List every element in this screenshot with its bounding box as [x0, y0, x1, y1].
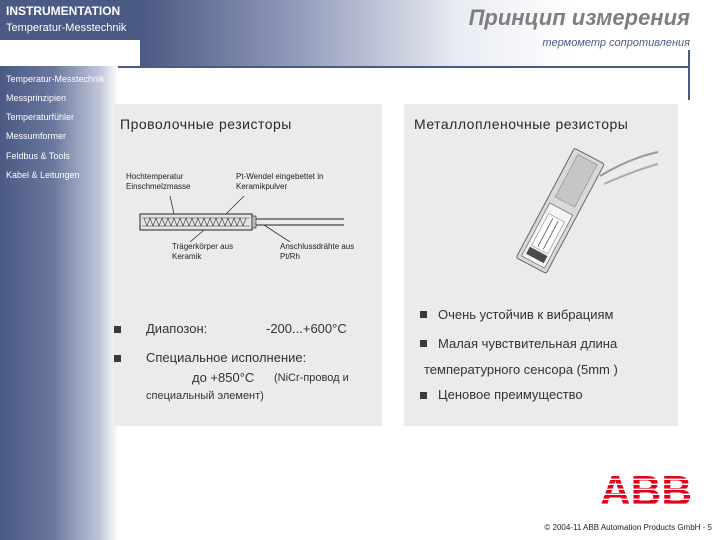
sidebar-item-temperatur-messtechnik[interactable]: Temperatur-Messtechnik — [6, 74, 105, 84]
vibration-resistance: Очень устойчив к вибрациям — [438, 307, 614, 322]
diagram-label-lead-wires: Anschlussdrähte aus Pt/Rh — [280, 242, 355, 261]
sidebar — [0, 66, 118, 540]
sidebar-item-kabel-leitungen[interactable]: Kabel & Leitungen — [6, 170, 80, 180]
wire-resistor-panel — [114, 104, 382, 426]
sidebar-item-messprinzipien[interactable]: Messprinzipien — [6, 93, 67, 103]
sidebar-item-feldbus-tools[interactable]: Feldbus & Tools — [6, 151, 70, 161]
wire-resistor-title: Проволочные резисторы — [120, 116, 292, 132]
diagram-label-sealing-compound: Hochtemperatur Einschmelzmasse — [126, 172, 191, 191]
wire-resistor-diagram — [114, 192, 382, 242]
header-corner-rule — [688, 50, 690, 100]
sidebar-item-messumformer[interactable]: Messumformer — [6, 131, 67, 141]
copyright: © 2004-11 ABB Automation Products GmbH - 5 — [544, 523, 712, 532]
abb-logo — [600, 470, 694, 513]
header — [0, 0, 720, 66]
bullet-marker — [420, 340, 427, 347]
short-sensing-length-cont: температурного сенсора (5mm ) — [424, 362, 618, 377]
page-title: Принцип измерения — [468, 5, 690, 30]
range-label: Диапозон: — [146, 321, 208, 336]
range-value: -200...+600°C — [266, 321, 347, 336]
sidebar-item-temperaturfuehler[interactable]: Temperaturfühler — [6, 112, 75, 122]
special-version-note-cont: специальный элемент) — [146, 390, 264, 402]
short-sensing-length: Малая чувствительная длина — [438, 336, 618, 351]
special-version-value: до +850°C — [192, 370, 255, 385]
bullet-marker — [420, 392, 427, 399]
abb-logo-graphic — [600, 470, 694, 508]
diagram-label-ceramic-carrier: Trägerkörper aus Keramik — [172, 242, 234, 261]
abb-logo-text: ABB — [600, 470, 692, 508]
special-version-note: (NiCr-провод и — [274, 372, 349, 384]
bullet-marker — [114, 326, 121, 333]
brand-subtitle: Temperatur-Messtechnik — [6, 22, 127, 34]
film-resistor-title: Металлопленочные резисторы — [414, 116, 629, 132]
special-version-label: Специальное исполнение: — [146, 350, 307, 365]
bullet-marker — [420, 311, 427, 318]
film-resistor-panel — [404, 104, 678, 426]
price-advantage: Ценовое преимущество — [438, 387, 583, 402]
bullet-marker — [114, 355, 121, 362]
diagram-label-pt-coil: Pt-Wendel eingebettet in Keramikpulver — [236, 172, 324, 191]
film-resistor-image — [480, 148, 660, 298]
brand-title: INSTRUMENTATION — [6, 4, 121, 18]
page-subtitle: термометр сопротивления — [542, 37, 690, 49]
